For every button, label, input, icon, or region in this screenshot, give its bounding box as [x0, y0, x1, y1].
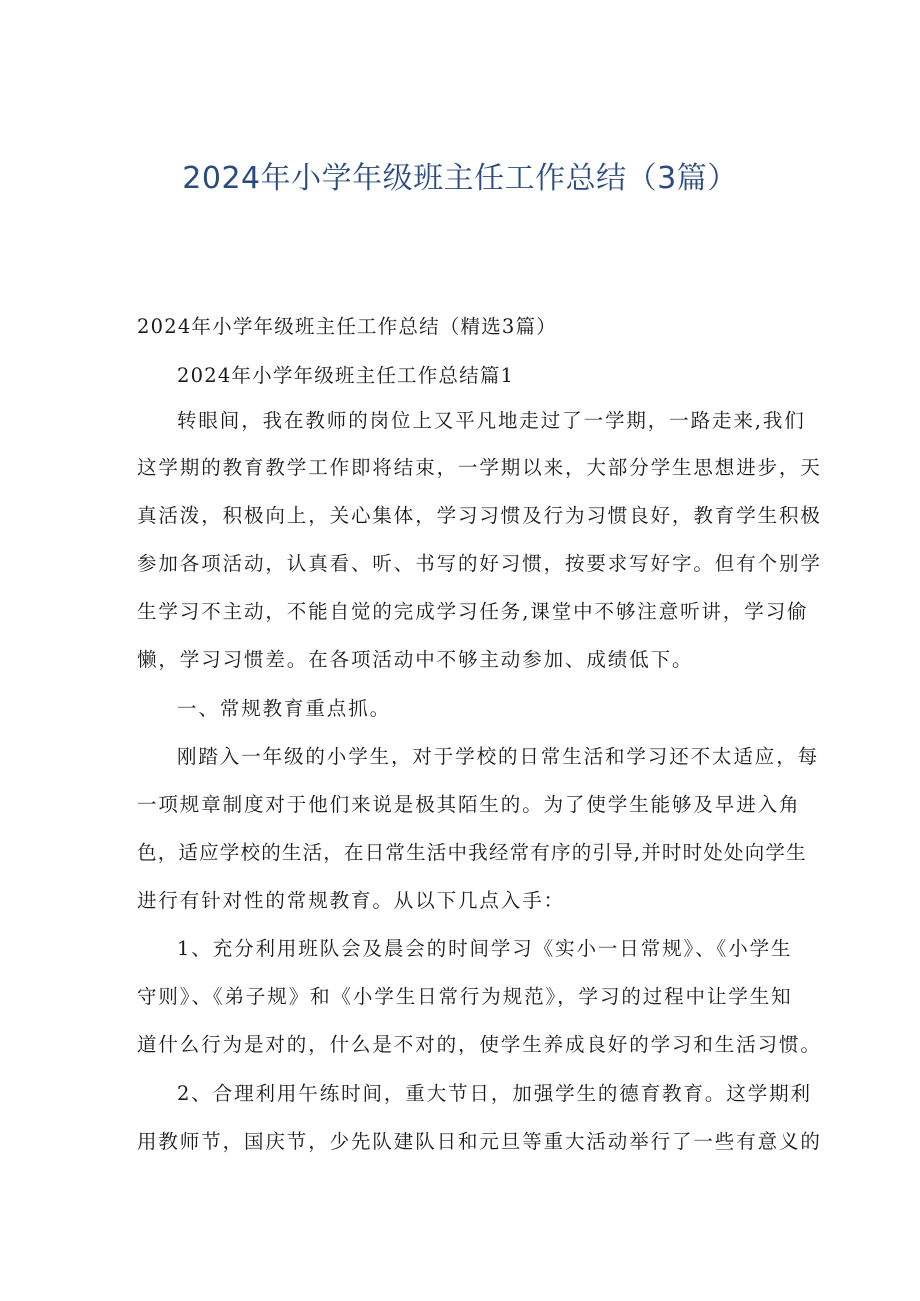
- paragraph-line: 懒，学习习惯差。在各项活动中不够主动参加、成绩低下。: [137, 648, 694, 671]
- subsection-heading: 一、常规教育重点抓。: [177, 697, 392, 720]
- document-subtitle: 2024年小学年级班主任工作总结（精选3篇）: [137, 315, 557, 338]
- list-item: 1、充分利用班队会及晨会的时间学习《实小一日常规》、《小学生: [177, 937, 793, 960]
- paragraph-line: 用教师节，国庆节，少先队建队日和元旦等重大活动举行了一些有意义的: [137, 1130, 822, 1153]
- paragraph-line: 真活泼，积极向上，关心集体，学习习惯及行为习惯良好，教育学生积极: [137, 504, 822, 527]
- paragraph-line: 刚踏入一年级的小学生，对于学校的日常生活和学习还不太适应，每: [177, 745, 820, 768]
- paragraph-line: 进行有针对性的常规教育。从以下几点入手：: [137, 889, 566, 912]
- paragraph-line: 参加各项活动，认真看、听、书写的好习惯，按要求写好字。但有个别学: [137, 552, 822, 575]
- paragraph-line: 生学习不主动，不能自觉的完成学习任务,课堂中不够注意听讲，学习偷: [137, 600, 809, 623]
- paragraph-line: 色，适应学校的生活，在日常生活中我经常有序的引导,并时时处处向学生: [137, 841, 807, 864]
- paragraph-line: 道什么行为是对的，什么是不对的，使学生养成良好的学习和生活习惯。: [137, 1033, 822, 1056]
- paragraph-line: 转眼间，我在教师的岗位上又平凡地走过了一学期，一路走来,我们: [177, 409, 806, 432]
- document-title: 2024年小学年级班主任工作总结（3篇）: [182, 161, 738, 196]
- paragraph-line: 守则》、《弟子规》和《小学生日常行为规范》，学习的过程中让学生知: [137, 985, 793, 1008]
- list-item: 2、合理利用午练时间，重大节日，加强学生的德育教育。这学期利: [177, 1082, 812, 1105]
- section-heading: 2024年小学年级班主任工作总结篇1: [177, 364, 515, 387]
- paragraph-line: 一项规章制度对于他们来说是极其陌生的。为了使学生能够及早进入角: [137, 793, 801, 816]
- paragraph-line: 这学期的教育教学工作即将结束，一学期以来，大部分学生思想进步，天: [137, 456, 822, 479]
